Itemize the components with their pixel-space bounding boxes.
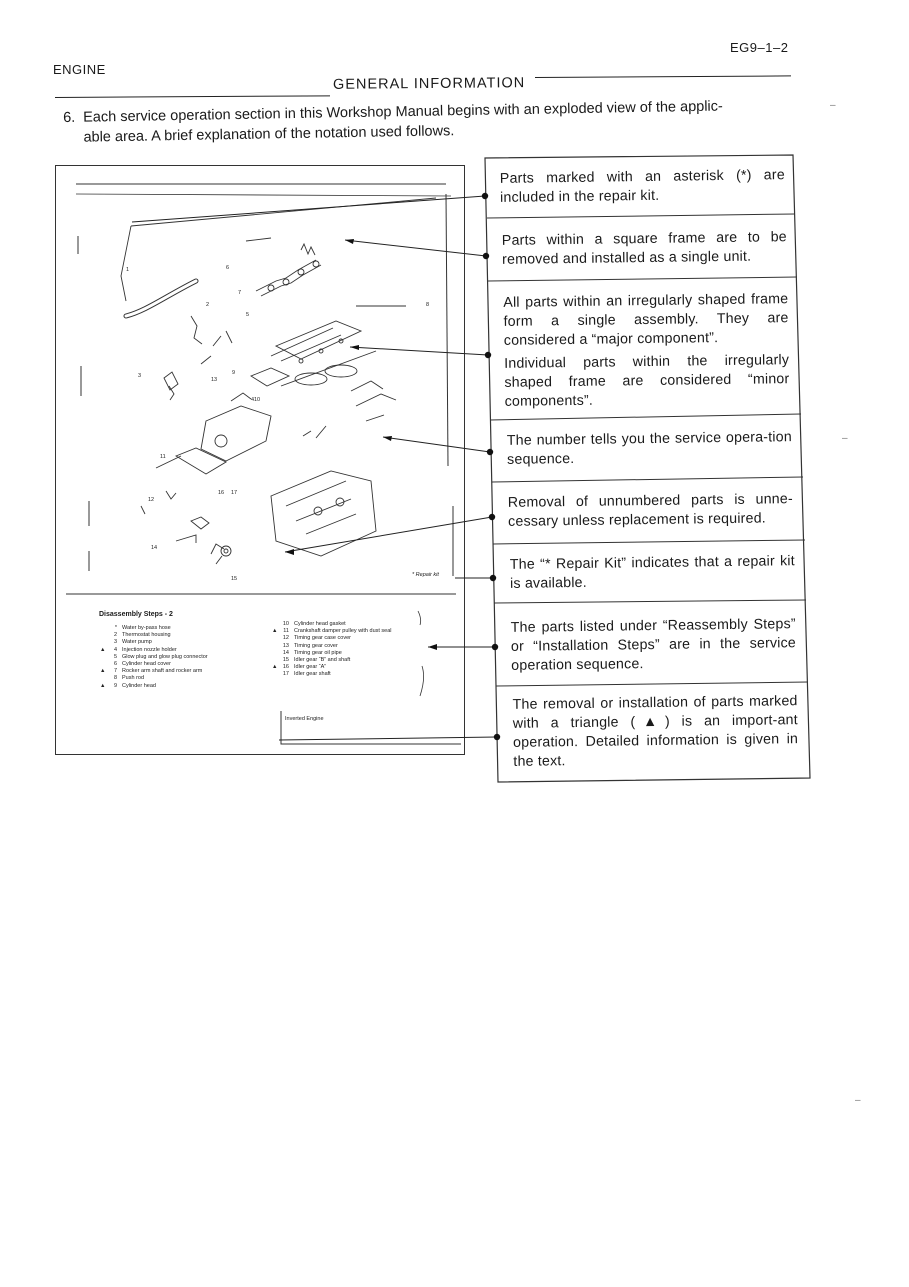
steps-title: Disassembly Steps - 2 bbox=[99, 611, 173, 618]
callout-text: Removal of unnumbered parts is unne-cessary unless replacement is required. bbox=[507, 491, 793, 530]
step-number: 12 bbox=[282, 635, 289, 642]
part-number: 7 bbox=[238, 290, 242, 296]
step-label: Rocker arm shaft and rocker arm bbox=[122, 668, 203, 675]
step-number: 10 bbox=[282, 621, 289, 627]
section-title: GENERAL INFORMATION bbox=[332, 75, 526, 93]
step-number: 14 bbox=[282, 649, 289, 656]
step-label: Water pump bbox=[122, 639, 152, 646]
step-number: 13 bbox=[282, 642, 289, 649]
step-number: 17 bbox=[282, 671, 289, 678]
part-number: 5 bbox=[246, 312, 250, 318]
step-number: 7 bbox=[113, 668, 117, 675]
step-mark: ▲ bbox=[272, 628, 278, 635]
intro-line-2: able area. A brief explanation of the notation used follows. bbox=[83, 123, 455, 146]
callout-unnumbered bbox=[498, 490, 803, 532]
part-number: 14 bbox=[151, 545, 158, 551]
step-number: 11 bbox=[283, 628, 289, 635]
callout-text: The removal or installation of parts marked with a triangle (▲) is an import-ant operation. Detailed information is given in the text. bbox=[512, 693, 799, 770]
callout-text-2: Individual parts within the irregularly shaped frame are considered “minor components”. bbox=[504, 352, 790, 410]
step-mark: ▲ bbox=[100, 668, 106, 675]
part-number: 6 bbox=[226, 265, 230, 271]
callout-text: The number tells you the service opera-tion sequence. bbox=[506, 429, 792, 468]
part-number: 1 bbox=[126, 267, 130, 273]
part-number: 13 bbox=[211, 377, 218, 383]
part-number: 17 bbox=[231, 490, 238, 496]
step-label: Timing gear oil pipe bbox=[294, 649, 342, 656]
part-number: 4 bbox=[251, 397, 255, 403]
step-number: 4 bbox=[113, 646, 117, 653]
step-label: Cylinder head cover bbox=[122, 661, 171, 668]
part-number: 10 bbox=[254, 397, 261, 403]
step-label: Cylinder head gasket bbox=[294, 621, 346, 627]
margin-mark: – bbox=[855, 1095, 861, 1106]
step-label: Idler gear “B” and shaft bbox=[294, 657, 351, 664]
part-number: 15 bbox=[231, 576, 238, 582]
step-label: Push rod bbox=[122, 675, 145, 682]
callout-asterisk bbox=[490, 166, 795, 208]
margin-mark: – bbox=[842, 433, 848, 444]
part-number: 9 bbox=[232, 370, 236, 376]
callout-sequence-number bbox=[497, 428, 802, 470]
step-mark: ▲ bbox=[100, 646, 106, 653]
callout-text: Parts within a square frame are to be removed and installed as a single unit. bbox=[501, 229, 787, 268]
step-label: Timing gear case cover bbox=[294, 635, 351, 642]
section-label: ENGINE bbox=[53, 62, 106, 77]
callout-irregular-frame bbox=[493, 290, 800, 412]
step-number: 2 bbox=[113, 632, 117, 639]
part-number: 11 bbox=[160, 454, 166, 460]
callout-triangle bbox=[503, 692, 809, 772]
step-label: Injection nozzle holder bbox=[122, 646, 177, 653]
callout-text: Parts marked with an asterisk (*) are included in the repair kit. bbox=[499, 167, 785, 206]
part-number: 3 bbox=[138, 373, 142, 379]
step-label: Thermostat housing bbox=[122, 632, 171, 639]
callout-square-frame bbox=[492, 228, 797, 270]
part-number: 12 bbox=[148, 497, 155, 503]
step-label: Glow plug and glow plug connector bbox=[122, 653, 208, 660]
step-label: Crankshaft damper pulley with dust seal bbox=[294, 628, 392, 635]
step-number: 9 bbox=[113, 682, 117, 689]
step-number: 8 bbox=[113, 675, 117, 682]
leader-lines bbox=[132, 196, 497, 740]
page-number: EG9–1–2 bbox=[730, 40, 789, 55]
step-label: Water by-pass hose bbox=[122, 625, 171, 631]
callout-text: The parts listed under “Reassembly Steps” or “Installation Steps” are in the service operation sequence. bbox=[510, 616, 797, 674]
intro-number: 6. bbox=[63, 109, 76, 126]
margin-mark: – bbox=[830, 100, 836, 111]
repair-kit-tag: * Repair kit bbox=[412, 572, 439, 578]
step-label: Idler gear “A” bbox=[294, 664, 327, 671]
inverted-engine-label: Inverted Engine bbox=[285, 716, 324, 722]
step-label: Idler gear shaft bbox=[294, 671, 331, 678]
step-label: Cylinder head bbox=[122, 682, 156, 689]
step-mark: ▲ bbox=[272, 664, 278, 671]
part-number: 2 bbox=[206, 302, 210, 308]
step-number: 5 bbox=[113, 653, 117, 660]
step-number: 15 bbox=[282, 657, 289, 664]
callout-repair-kit bbox=[500, 552, 805, 594]
step-number: * bbox=[114, 625, 117, 631]
step-label: Timing gear cover bbox=[294, 642, 338, 649]
callout-text: The “* Repair Kit” indicates that a repair kit is available. bbox=[509, 553, 795, 592]
part-number: 16 bbox=[218, 490, 225, 496]
step-number: 3 bbox=[113, 639, 117, 646]
step-number: 16 bbox=[282, 664, 289, 671]
step-number: 6 bbox=[113, 661, 117, 668]
callout-reassembly-steps bbox=[501, 615, 807, 676]
callout-text: All parts within an irregularly shaped frame form a single assembly. They are considered a “major component”. bbox=[503, 291, 789, 349]
part-number: 8 bbox=[426, 302, 430, 308]
intro-line-1: Each service operation section in this Workshop Manual begins with an exploded view of the applic- bbox=[83, 98, 723, 126]
step-mark: ▲ bbox=[100, 682, 106, 689]
